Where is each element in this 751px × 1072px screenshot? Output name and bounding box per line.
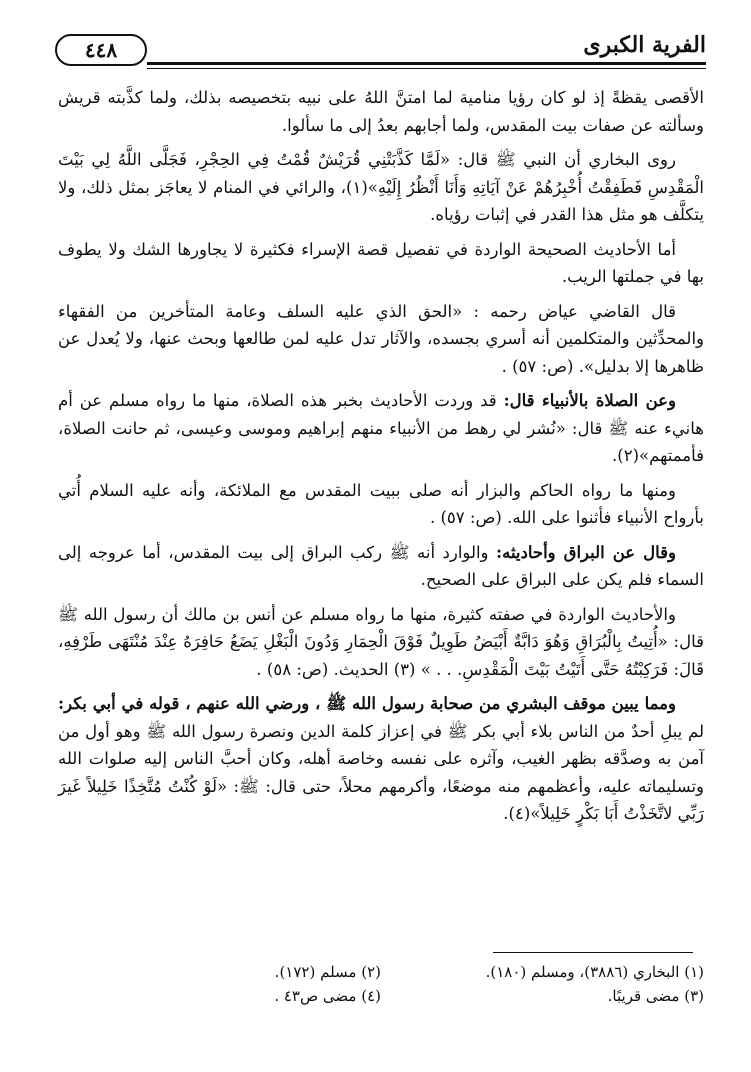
paragraph: وعن الصلاة بالأنبياء قال: قد وردت الأحاديث بخبر هذه الصلاة، منها ما رواه مسلم عن أم هانيء عنه ﷺ قال: «نُشر لي رهط من الأنبياء منهم إبراهيم وموسى وعيسى، ثم حانت الصلاة، فأممتهم»(٢). [58,391,704,465]
paragraph: ومنها ما رواه الحاكم والبزار أنه صلى ببيت المقدس مع الملائكة، وأنه عليه السلام أُتي بأرواح الأنبياء فأثنوا على الله. (ص: ٥٧) . [58,480,704,527]
paragraph: أما الأحاديث الصحيحة الواردة في تفصيل قصة الإسراء فكثيرة لا يجاورها الشك ولا يطوف بها في جملتها الريب. [58,239,704,286]
footnote-row [58,960,704,984]
header-rule-thin [147,68,706,69]
page-header [55,28,706,76]
footnote-separator [493,952,693,953]
footnote-3: (٣) مضى قريبًا. [607,987,704,1005]
paragraph-lead: ومما يبين موقف البشري من صحابة رسول الله ﷺ ، ورضي الله عنهم ، قوله في أبي بكر: [58,694,676,713]
footnotes [58,960,704,1008]
paragraph: روى البخاري أن النبي ﷺ قال: «لَمَّا كَذَّبَتْنِي قُرَيْشٌ قُمْتُ فِي الحِجْرِ، فَجَلَّى اللَّهُ لِي بَيْتَ الْمَقْدِسِ فَطَفِقْتُ أُخْبِرُهُمْ عَنْ آيَاتِهِ وَأَنَا أَنْظُرُ إِلَيْهِ»(١)، والرائي في المنام لا يعاجَز بمثل ذلك، ولا يتكلَّف هو مثل هذا القدر في إثبات رؤياه. [58,150,704,224]
footnote-4: (٤) مضى ص٤٣ . [274,987,381,1005]
paragraph-lead: وقال عن البراق وأحاديثه: [496,542,676,562]
header-rule-thick [147,62,706,65]
footnote-1: (١) البخاري (٣٨٨٦)، ومسلم (١٨٠). [485,963,704,981]
page-number: ٤٤٨ [55,34,147,66]
footnote-2: (٢) مسلم (١٧٢). [274,963,381,981]
paragraph-lead: وعن الصلاة بالأنبياء قال: [503,391,676,410]
paragraph: قال القاضي عياض رحمه : «الحق الذي عليه السلف وعامة المتأخرين من الفقهاء والمحدِّثين والمتكلمين أنه أسري بجسده، والآثار تدل عليه لمن طالعها وبحث عنها، ولا يُعدل عن ظاهرها إلا بدليل». (ص: ٥٧) . [58,301,704,376]
running-title: الفرية الكبرى [583,32,706,58]
paragraph: ومما يبين موقف البشري من صحابة رسول الله ﷺ ، ورضي الله عنهم ، قوله في أبي بكر: لم يبلِ أحدٌ من الناس بلاء أبي بكر ﷺ في إعزاز كلمة الدين ونصرة رسول الله ﷺ وهو أول من آمن به وصدَّقه بظهر الغيب، وآثره على نفسه وخاصة أهله، وكان أحبَّ الناس إليه صلوات الله وتسليماته عليه، وأعظمهم منه موضعًا، وأكرمهم محلاً، حتى قال: ﷺ: «لَوْ كُنْتُ مُتَّخِذًا خَلِيلاً غَيرَ رَبِّي لاتَّخَذْتُ أَبَا بَكْرٍ خَلِيلاً»(٤). [58,694,705,823]
paragraph: وقال عن البراق وأحاديثه: والوارد أنه ﷺ ركب البراق إلى بيت المقدس، أما عروجه إلى السماء فلم يكن على البراق على الصحيح. [58,542,704,589]
paragraph: والأحاديث الواردة في صفته كثيرة، منها ما رواه مسلم عن أنس بن مالك أن رسول الله ﷺ قال: «أُتِيتُ بِالْبُرَاقِ وَهُوَ دَابَّةٌ أَبْيَضُ طَوِيلٌ فَوْقَ الْحِمَارِ وَدُونَ الْبَغْلِ يَضَعُ حَافِرَهُ عِنْدَ مُنْتَهَى طَرْفِهِ، قَالَ: فَرَكِبْتُهُ حَتَّى أَتَيْتُ بَيْتَ الْمَقْدِسِ. . . » (٣) الحديث. (ص: ٥٨) . [58,604,704,679]
footnote-row [58,984,704,1008]
body-text [58,84,704,835]
paragraph: الأقصى يقظةً إذ لو كان رؤيا منامية لما امتنَّ اللهُ على نبيه بتخصيصه بذلك، ولما كذَّبته قريش وسألته عن صفات بيت المقدس، ولما أجابهم بعدُ إلى ما سألوا. [58,88,704,135]
